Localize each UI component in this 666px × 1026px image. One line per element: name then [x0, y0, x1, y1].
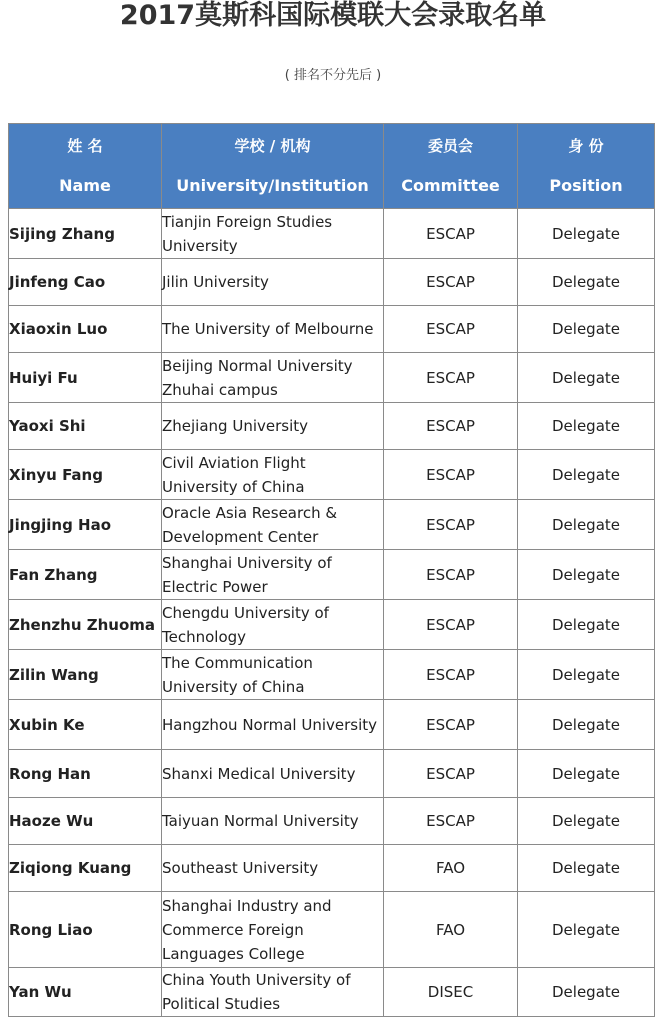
- cell-position-text: Delegate: [552, 465, 620, 484]
- cell-committee: ESCAP: [384, 600, 518, 650]
- cell-school: Jilin University: [162, 259, 384, 306]
- table-row: [9, 892, 655, 968]
- cell-position-text: Delegate: [552, 812, 620, 830]
- cell-committee: ESCAP: [384, 259, 518, 306]
- admission-table: [8, 123, 655, 1017]
- cell-committee: ESCAP: [384, 450, 518, 500]
- cell-school: Hangzhou Normal University: [162, 700, 384, 750]
- cell-school: China Youth University of Political Studies: [162, 968, 384, 1017]
- header-school: [162, 124, 384, 209]
- table-row: [9, 650, 655, 700]
- cell-school: The Communication University of China: [162, 650, 384, 700]
- cell-committee: ESCAP: [384, 353, 518, 403]
- table-row: [9, 450, 655, 500]
- cell-position: [518, 500, 655, 550]
- cell-position-text: Delegate: [552, 859, 620, 877]
- cell-name: Zilin Wang: [9, 650, 162, 700]
- cell-position-text: Delegate: [552, 320, 620, 338]
- cell-position: [518, 700, 655, 750]
- cell-name: Sijing Zhang: [9, 209, 162, 259]
- cell-position-text: Delegate: [552, 417, 620, 435]
- table-row: [9, 306, 655, 353]
- header-school-cn: 学校 / 机构: [234, 137, 311, 155]
- cell-committee: FAO: [384, 845, 518, 892]
- cell-position: [518, 892, 655, 968]
- cell-position-text: Delegate: [552, 920, 620, 939]
- cell-committee: ESCAP: [384, 798, 518, 845]
- cell-committee: ESCAP: [384, 550, 518, 600]
- table-row: [9, 798, 655, 845]
- cell-committee: FAO: [384, 892, 518, 968]
- cell-position: [518, 259, 655, 306]
- cell-position-text: Delegate: [552, 368, 620, 387]
- cell-name: Xinyu Fang: [9, 450, 162, 500]
- cell-school: Southeast University: [162, 845, 384, 892]
- cell-name: Xiaoxin Luo: [9, 306, 162, 353]
- cell-name: Yaoxi Shi: [9, 403, 162, 450]
- cell-school: Shanxi Medical University: [162, 750, 384, 798]
- cell-committee: DISEC: [384, 968, 518, 1017]
- cell-committee: ESCAP: [384, 650, 518, 700]
- header-name: [9, 124, 162, 209]
- table-row: [9, 353, 655, 403]
- table-row: [9, 209, 655, 259]
- table-row: [9, 700, 655, 750]
- header-committee-cn: 委员会: [427, 137, 473, 155]
- table-row: [9, 550, 655, 600]
- cell-name: Fan Zhang: [9, 550, 162, 600]
- cell-name: Jingjing Hao: [9, 500, 162, 550]
- cell-position-text: Delegate: [552, 565, 620, 584]
- cell-school: Chengdu University of Technology: [162, 600, 384, 650]
- cell-school: Shanghai University of Electric Power: [162, 550, 384, 600]
- cell-position: [518, 306, 655, 353]
- cell-name: Xubin Ke: [9, 700, 162, 750]
- cell-position: [518, 968, 655, 1017]
- cell-committee: ESCAP: [384, 700, 518, 750]
- cell-name: Rong Han: [9, 750, 162, 798]
- cell-school: Tianjin Foreign Studies University: [162, 209, 384, 259]
- table-row: [9, 259, 655, 306]
- header-name-en: Name: [59, 176, 111, 195]
- cell-committee: ESCAP: [384, 500, 518, 550]
- cell-position: [518, 600, 655, 650]
- cell-committee: ESCAP: [384, 306, 518, 353]
- page-subtitle: ( 排名不分先后 ): [284, 68, 382, 83]
- cell-position: [518, 798, 655, 845]
- header-committee-en: Committee: [401, 176, 500, 195]
- table-row: [9, 750, 655, 798]
- cell-position: [518, 750, 655, 798]
- header-position-en: Position: [549, 176, 623, 195]
- cell-school: Taiyuan Normal University: [162, 798, 384, 845]
- cell-position: [518, 450, 655, 500]
- cell-position-text: Delegate: [552, 715, 620, 734]
- table-row: [9, 600, 655, 650]
- cell-school: Civil Aviation Flight University of China: [162, 450, 384, 500]
- table-row: [9, 403, 655, 450]
- header-school-en: University/Institution: [176, 176, 369, 195]
- cell-position-text: Delegate: [552, 665, 620, 684]
- header-committee: [384, 124, 518, 209]
- cell-position-text: Delegate: [552, 983, 620, 1001]
- cell-position: [518, 845, 655, 892]
- cell-position-text: Delegate: [552, 273, 620, 291]
- header-name-cn: 姓 名: [67, 137, 103, 155]
- cell-school: Oracle Asia Research & Development Center: [162, 500, 384, 550]
- cell-name: Haoze Wu: [9, 798, 162, 845]
- page-title: 2017莫斯科国际模联大会录取名单: [119, 0, 547, 31]
- cell-name: Ziqiong Kuang: [9, 845, 162, 892]
- cell-position: [518, 650, 655, 700]
- cell-position-text: Delegate: [552, 515, 620, 534]
- header-position: [518, 124, 655, 209]
- cell-committee: ESCAP: [384, 403, 518, 450]
- cell-position: [518, 550, 655, 600]
- table-row: [9, 500, 655, 550]
- cell-name: Yan Wu: [9, 968, 162, 1017]
- cell-committee: ESCAP: [384, 209, 518, 259]
- cell-position: [518, 209, 655, 259]
- cell-position: [518, 403, 655, 450]
- cell-position-text: Delegate: [552, 224, 620, 243]
- cell-committee: ESCAP: [384, 750, 518, 798]
- table-row: [9, 845, 655, 892]
- cell-school: Shanghai Industry and Commerce Foreign Languages College: [162, 892, 384, 968]
- header-position-cn: 身 份: [568, 137, 604, 155]
- cell-name: Jinfeng Cao: [9, 259, 162, 306]
- cell-name: Huiyi Fu: [9, 353, 162, 403]
- cell-position-text: Delegate: [552, 615, 620, 634]
- cell-school: Beijing Normal University Zhuhai campus: [162, 353, 384, 403]
- table-row: [9, 968, 655, 1017]
- cell-position: [518, 353, 655, 403]
- table-header-row: [9, 124, 655, 209]
- cell-name: Rong Liao: [9, 892, 162, 968]
- cell-name: Zhenzhu Zhuoma: [9, 600, 162, 650]
- cell-school: The University of Melbourne: [162, 306, 384, 353]
- cell-position-text: Delegate: [552, 764, 620, 783]
- cell-school: Zhejiang University: [162, 403, 384, 450]
